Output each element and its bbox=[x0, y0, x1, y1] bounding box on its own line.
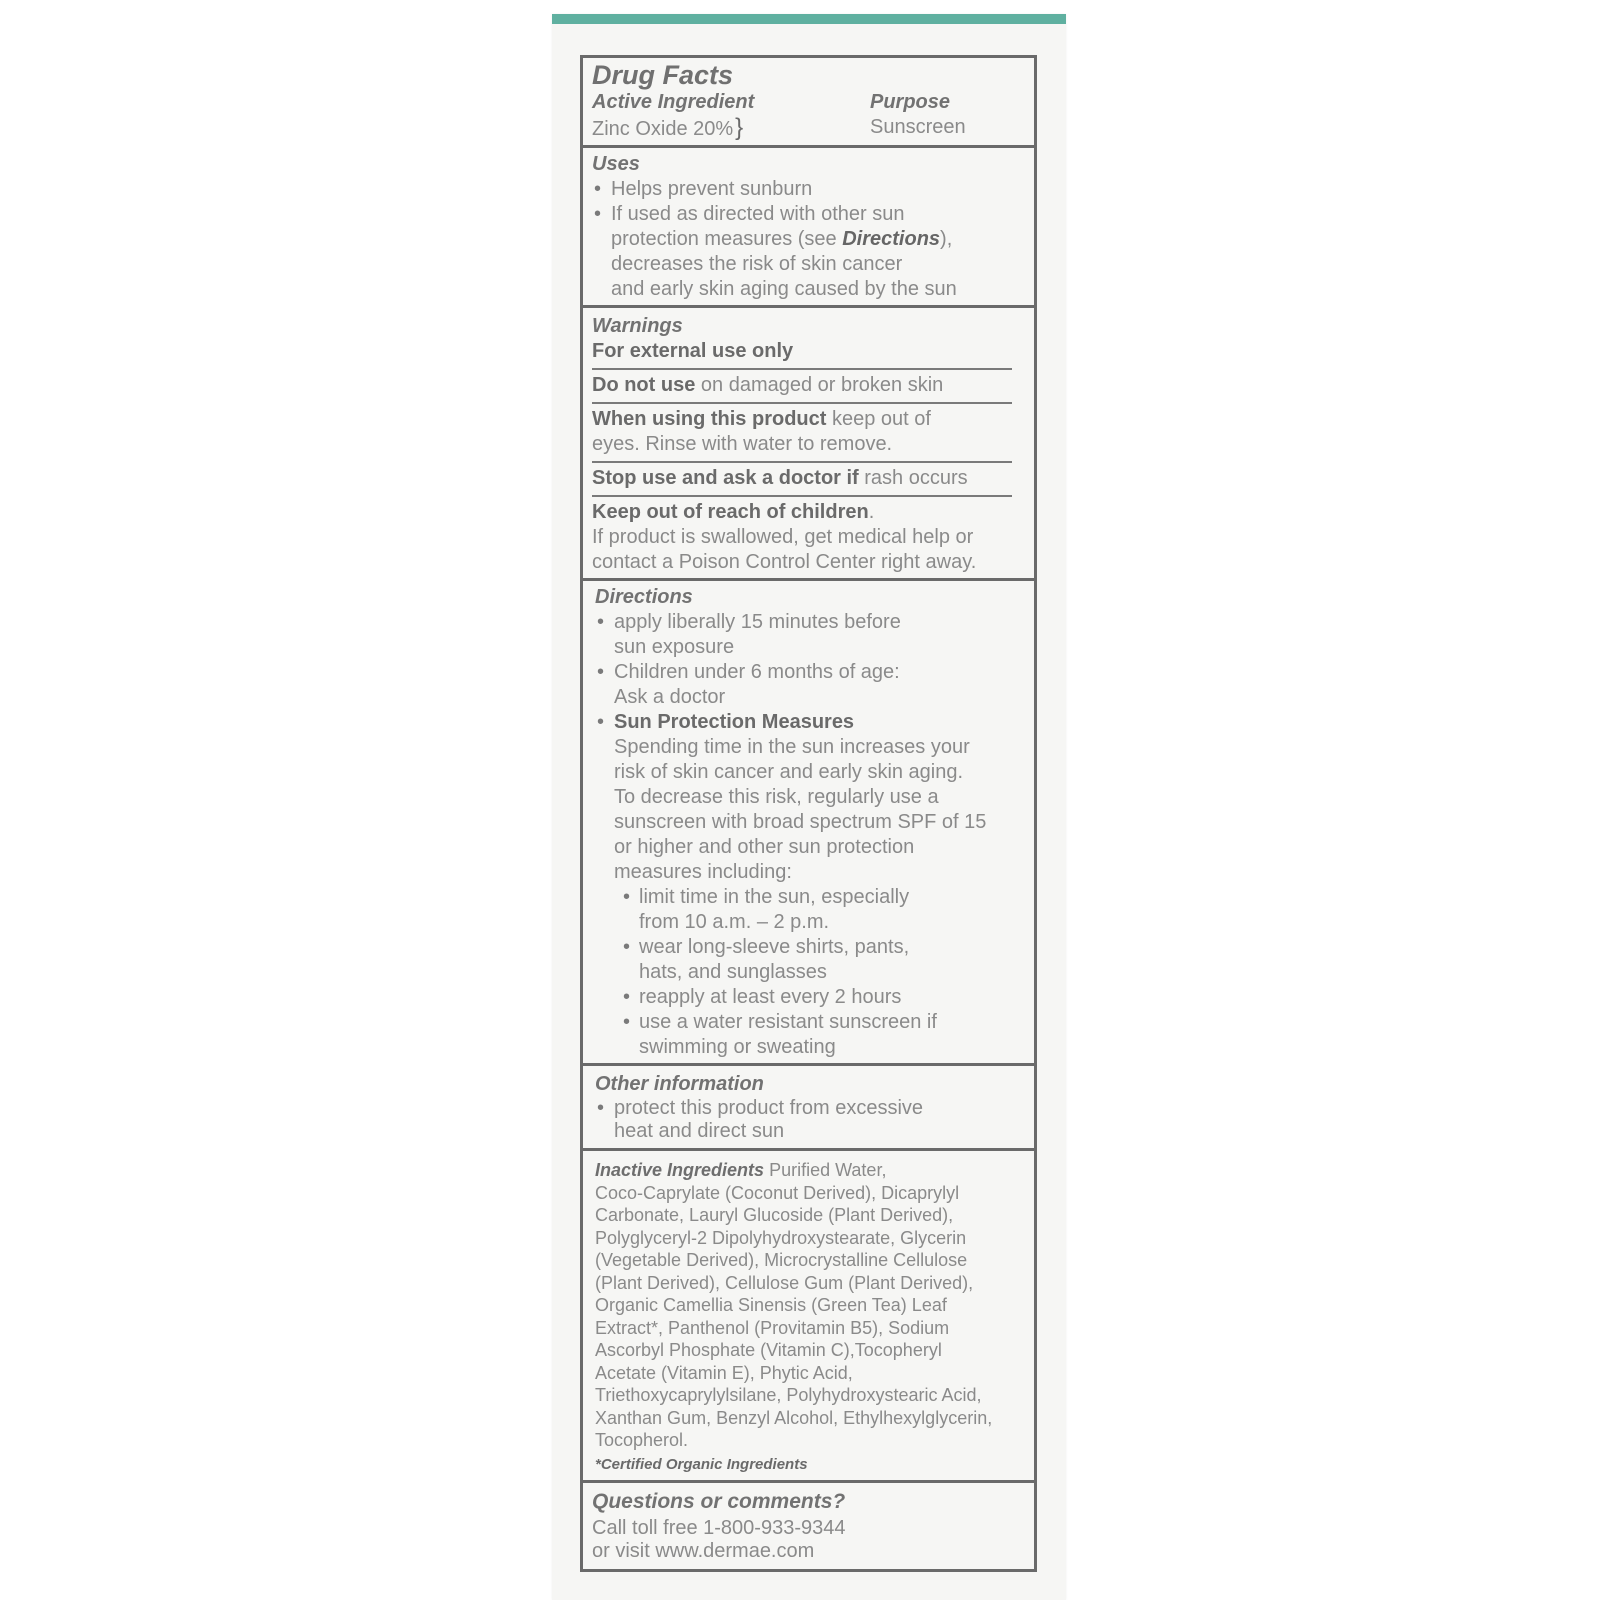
questions-heading: Questions or comments? bbox=[592, 1489, 846, 1513]
uses-item-text: and early skin aging caused by the sun bbox=[611, 278, 957, 300]
active-ingredient-row bbox=[592, 115, 743, 142]
direction-text: or higher and other sun protection bbox=[614, 836, 915, 858]
list-item bbox=[595, 610, 1020, 660]
warnings-heading: Warnings bbox=[592, 315, 683, 337]
ingredient-line: Xanthan Gum, Benzyl Alcohol, Ethylhexylglycerin, bbox=[595, 1407, 993, 1428]
purpose-value: Sunscreen bbox=[870, 116, 966, 138]
directions-heading: Directions bbox=[595, 586, 693, 608]
inactive-ingredients-heading: Inactive Ingredients bbox=[595, 1160, 765, 1180]
stop-use-label: Stop use and ask a doctor if bbox=[592, 467, 859, 489]
do-not-use-label: Do not use bbox=[592, 374, 696, 396]
drug-facts-header bbox=[583, 58, 1034, 148]
direction-text: To decrease this risk, regularly use a bbox=[614, 786, 939, 808]
list-item bbox=[595, 935, 1020, 985]
uses-item-text: ), bbox=[940, 228, 953, 250]
direction-text: measures including: bbox=[614, 861, 792, 883]
uses-item-text: Helps prevent sunburn bbox=[611, 178, 813, 200]
list-item bbox=[595, 1010, 1020, 1060]
ingredient-line: Triethoxycaprylylsilane, Polyhydroxystearic Acid, bbox=[595, 1385, 982, 1405]
ingredient-line: Purified Water, bbox=[764, 1160, 887, 1180]
direction-text: Spending time in the sun increases your bbox=[614, 736, 970, 758]
direction-text: Children under 6 months of age: bbox=[614, 661, 900, 683]
other-information-text: heat and direct sun bbox=[614, 1120, 785, 1142]
inactive-ingredients-text bbox=[595, 1159, 1020, 1452]
drug-facts-panel bbox=[580, 55, 1037, 1572]
ingredient-line: Polyglyceryl-2 Dipolyhydroxystearate, Glycerin bbox=[595, 1227, 967, 1248]
list-item bbox=[595, 985, 1020, 1010]
teal-accent-band bbox=[552, 14, 1066, 24]
list-item bbox=[592, 202, 1020, 302]
ingredient-line: Extract*, Panthenol (Provitamin B5), Sodium bbox=[595, 1317, 950, 1338]
uses-section bbox=[583, 148, 1034, 308]
ingredient-line: Acetate (Vitamin E), Phytic Acid, bbox=[595, 1362, 853, 1383]
warning-line bbox=[592, 370, 1012, 404]
keep-out-text: If product is swallowed, get medical help or bbox=[592, 526, 974, 548]
active-ingredient-label: Active Ingredient bbox=[592, 91, 755, 113]
warning-line bbox=[592, 404, 1012, 463]
uses-item-text: If used as directed with other sun bbox=[611, 203, 905, 225]
direction-text: use a water resistant sunscreen if bbox=[639, 1011, 937, 1033]
questions-website: or visit www.dermae.com bbox=[592, 1539, 815, 1562]
warning-line bbox=[592, 339, 1012, 370]
stop-use-text: rash occurs bbox=[858, 467, 968, 489]
uses-heading: Uses bbox=[592, 153, 640, 175]
warning-line bbox=[592, 463, 1012, 497]
questions-section bbox=[583, 1483, 1034, 1569]
inactive-ingredients-section bbox=[583, 1151, 1034, 1483]
when-using-text: keep out of bbox=[826, 408, 931, 430]
keep-out-dot: . bbox=[868, 501, 875, 523]
external-use-text: For external use only bbox=[592, 340, 794, 362]
ingredient-line: Tocopherol. bbox=[595, 1430, 689, 1450]
purpose-label: Purpose bbox=[870, 91, 951, 113]
list-item bbox=[595, 660, 1020, 710]
list-item bbox=[595, 710, 1020, 885]
directions-section bbox=[583, 581, 1034, 1066]
warning-line bbox=[592, 497, 1012, 578]
uses-item-text: decreases the risk of skin cancer bbox=[611, 253, 903, 275]
certified-organic-note: *Certified Organic Ingredients bbox=[595, 1455, 808, 1473]
direction-text: Ask a doctor bbox=[614, 686, 726, 708]
direction-text: reapply at least every 2 hours bbox=[639, 986, 902, 1008]
direction-text: wear long-sleeve shirts, pants, bbox=[639, 936, 910, 958]
keep-out-text: contact a Poison Control Center right away. bbox=[592, 551, 977, 573]
directions-reference: Directions bbox=[842, 228, 941, 250]
ingredient-line: Coco-Caprylate (Coconut Derived), Dicaprylyl bbox=[595, 1182, 960, 1203]
when-using-text: eyes. Rinse with water to remove. bbox=[592, 433, 893, 455]
direction-text: sunscreen with broad spectrum SPF of 15 bbox=[614, 811, 987, 833]
direction-text: from 10 a.m. – 2 p.m. bbox=[639, 911, 830, 933]
other-information-text: protect this product from excessive bbox=[614, 1097, 924, 1119]
ingredient-line: (Plant Derived), Cellulose Gum (Plant Derived), bbox=[595, 1272, 974, 1293]
do-not-use-text: on damaged or broken skin bbox=[695, 374, 944, 396]
ingredient-line: Ascorbyl Phosphate (Vitamin C),Tocopheryl bbox=[595, 1340, 942, 1360]
keep-out-label: Keep out of reach of children bbox=[592, 501, 869, 523]
sun-protection-heading: Sun Protection Measures bbox=[614, 711, 855, 733]
other-information-heading: Other information bbox=[595, 1073, 764, 1095]
other-information-section bbox=[583, 1066, 1034, 1151]
warnings-section bbox=[583, 308, 1034, 581]
ingredient-line: Carbonate, Lauryl Glucoside (Plant Derived), bbox=[595, 1205, 954, 1225]
ingredient-line: Organic Camellia Sinensis (Green Tea) Leaf bbox=[595, 1295, 947, 1315]
direction-text: swimming or sweating bbox=[639, 1036, 836, 1058]
ingredient-line: (Vegetable Derived), Microcrystalline Cellulose bbox=[595, 1250, 968, 1270]
list-item bbox=[592, 177, 1020, 202]
uses-item-text: protection measures (see bbox=[611, 228, 843, 250]
list-item bbox=[595, 1097, 1020, 1143]
active-ingredient-value: Zinc Oxide 20% bbox=[592, 118, 734, 140]
when-using-label: When using this product bbox=[592, 408, 827, 430]
direction-text: apply liberally 15 minutes before bbox=[614, 611, 901, 633]
direction-text: hats, and sunglasses bbox=[639, 961, 827, 983]
list-item bbox=[595, 885, 1020, 935]
direction-text: sun exposure bbox=[614, 636, 735, 658]
product-box-panel bbox=[552, 14, 1066, 1600]
questions-phone: Call toll free 1-800-933-9344 bbox=[592, 1516, 846, 1539]
direction-text: risk of skin cancer and early skin aging. bbox=[614, 761, 964, 783]
drug-facts-title: Drug Facts bbox=[592, 60, 734, 90]
brace-glyph: } bbox=[735, 114, 744, 141]
direction-text: limit time in the sun, especially bbox=[639, 886, 910, 908]
